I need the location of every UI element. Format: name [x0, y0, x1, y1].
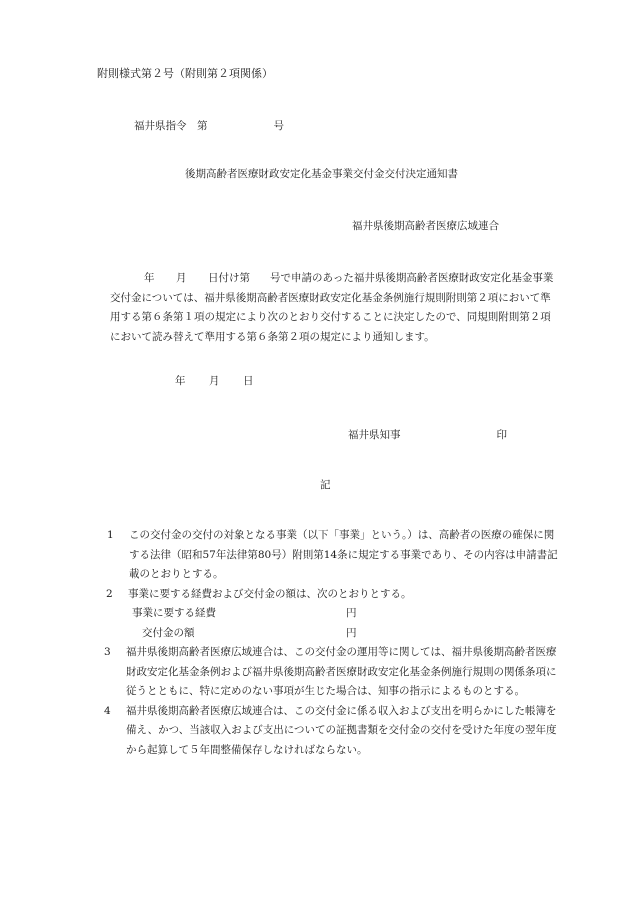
intro-body: で申請のあった福井県後期高齢者医療財政安定化基金事業交付金については、福井県後期高齢者医療財政安定化基金条例施行規則附則第２項において準用する第６条第１項の規定により次のとおり交付することに決定したので、同規則附則第２項において読み替えて準用する第６条第２項の規定により通知します。 — [110, 272, 554, 343]
reference-suffix: 号 — [273, 120, 284, 132]
items-list — [104, 526, 560, 760]
intro-month: 月 — [176, 272, 187, 284]
amount-unit: 円 — [346, 607, 357, 619]
item-text: 福井県後期高齢者医療広域連合は、この交付金に係る収入および支出を明らかにした帳簿を備え、かつ、当該収入および支出についての証拠書類を交付金の交付を受けた年度の翌年度から起算して５年間整備保存しなければならない。 — [126, 704, 557, 756]
item-number: 4 — [104, 704, 111, 717]
amount-row — [110, 604, 560, 624]
list-item — [104, 702, 560, 761]
ki-heading: 記 — [320, 479, 331, 491]
seal-mark: 印 — [496, 429, 507, 441]
amount-label: 事業に要する経費 — [132, 607, 216, 619]
amount-row — [110, 624, 560, 644]
item-text: 事業に要する経費および交付金の額は、次のとおりとする。 — [128, 587, 412, 600]
governor-title: 福井県知事 — [348, 429, 401, 441]
item-number: 2 — [106, 587, 113, 600]
item-number: 3 — [104, 646, 111, 658]
sender: 福井県後期高齢者医療広域連合 — [352, 220, 499, 232]
intro-day-label: 日付け第 — [208, 272, 250, 284]
amount-label: 交付金の額 — [142, 626, 195, 639]
intro-paragraph — [110, 269, 560, 347]
reference-prefix: 福井県指令 第 — [134, 120, 208, 132]
item-number: 1 — [107, 529, 114, 541]
reference-number — [134, 121, 284, 132]
amount-unit: 円 — [346, 626, 357, 639]
item-text: 福井県後期高齢者医療広域連合は、この交付金の運用等に関しては、福井県後期高齢者医療財政安定化基金条例および福井県後期高齢者医療財政安定化基金条例施行規則の関係条項に従うとともに、特に定めのない事項が生じた場合は、知事の指示によるものとする。 — [126, 646, 557, 697]
date-month: 月 — [209, 375, 220, 387]
item-text: この交付金の交付の対象となる事業（以下「事業」という。）は、高齢者の医療の確保に関する法律（昭和57年法律第80号）附則第14条に規定する事業であり、その内容は申請書記載のとおりとする。 — [129, 529, 558, 580]
intro-year: 年 — [144, 272, 155, 284]
list-item — [106, 526, 560, 585]
list-item — [104, 643, 560, 702]
governor-line — [348, 430, 507, 441]
date-day: 日 — [243, 375, 254, 387]
intro-number: 号 — [270, 272, 281, 284]
date-line — [175, 376, 254, 387]
list-item — [106, 585, 560, 605]
form-title: 附則様式第２号（附則第２項関係） — [97, 67, 273, 80]
document-title: 後期高齢者医療財政安定化基金事業交付金交付決定通知書 — [185, 168, 458, 180]
date-year: 年 — [175, 375, 186, 387]
